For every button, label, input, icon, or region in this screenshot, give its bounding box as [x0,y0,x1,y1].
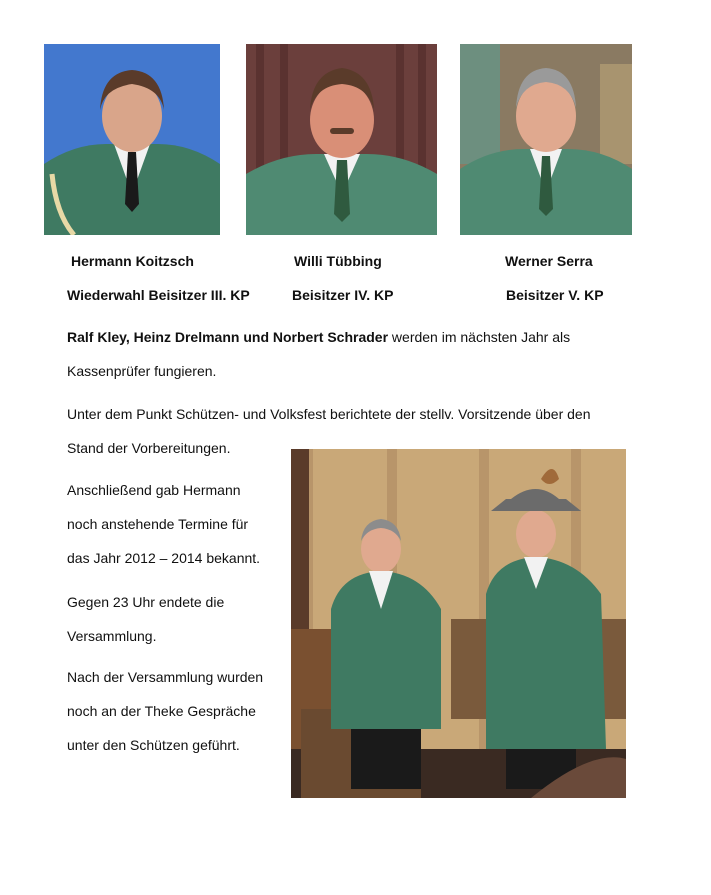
member-role-2: Beisitzer IV. KP [292,287,394,303]
volksfest-line1: Unter dem Punkt Schützen- und Volksfest berichtete der stellv. Vorsitzende über den [67,406,591,422]
member-name-3: Werner Serra [505,253,593,269]
termine-line2: noch anstehende Termine für [67,516,249,532]
member-name-2: Willi Tübbing [294,253,382,269]
portrait-willi-tuebbing [246,44,437,235]
member-name-1: Hermann Koitzsch [71,253,194,269]
portrait-werner-serra [460,44,632,235]
theke-line1: Nach der Versammlung wurden [67,669,264,685]
paragraph-termine [67,473,260,575]
member-role-1: Wiederwahl Beisitzer III. KP [67,287,250,303]
auditors-text: werden im nächsten Jahr als [388,329,571,345]
group-photo [291,449,626,798]
auditors-text-line2: Kassenprüfer fungieren. [67,363,217,379]
ende-line2: Versammlung. [67,628,157,644]
auditor-names: Ralf Kley, Heinz Drelmann und Norbert Schrader [67,329,389,345]
portrait-hermann-koitzsch [44,44,220,235]
paragraph-theke [67,660,263,762]
termine-line1: Anschließend gab Hermann [67,482,241,498]
paragraph-ende [67,585,224,653]
paragraph-auditors [67,320,570,388]
theke-line2: noch an der Theke Gespräche [67,703,256,719]
termine-line3: das Jahr 2012 – 2014 bekannt. [67,550,261,566]
volksfest-line2: Stand der Vorbereitungen. [67,440,231,456]
member-role-3: Beisitzer V. KP [506,287,604,303]
ende-line1: Gegen 23 Uhr endete die [67,594,225,610]
theke-line3: unter den Schützen geführt. [67,737,240,753]
